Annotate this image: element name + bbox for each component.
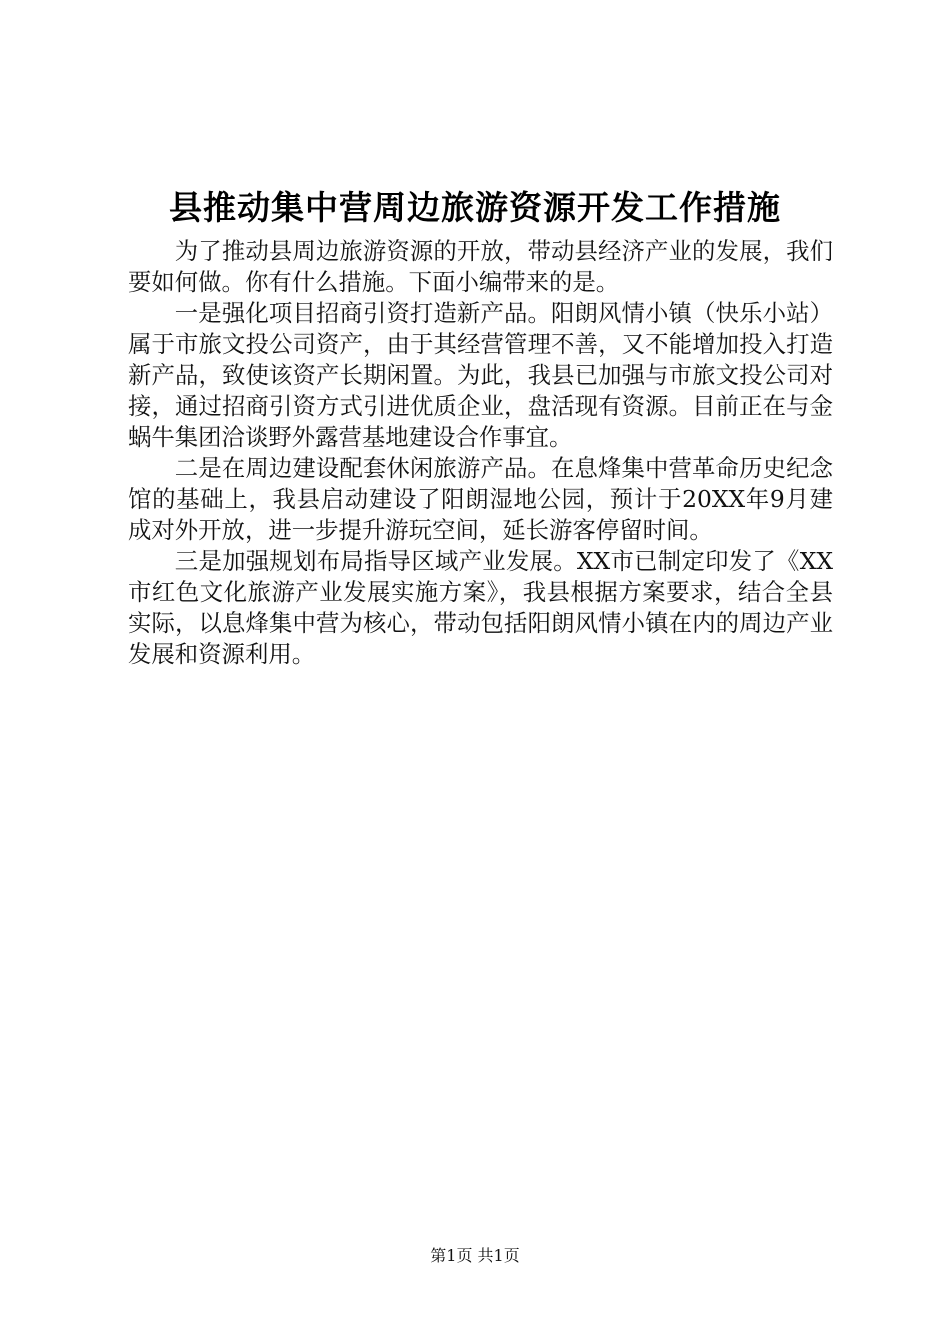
page-footer: 第1页 共1页 <box>430 1246 520 1265</box>
paragraph-measure-1: 一是强化项目招商引资打造新产品。阳朗风情小镇（快乐小站）属于市旅文投公司资产，由于其经营管理不善，又不能增加投入打造新产品，致使该资产长期闲置。为此，我县已加强与市旅文投公司对接，通过招商引资方式引进优质企业，盘活现有资源。目前正在与金蜗牛集团洽谈野外露营基地建设合作事宜。 <box>128 299 833 451</box>
document-title: 县推动集中营周边旅游资源开发工作措施 <box>169 188 781 227</box>
paragraph-measure-3: 三是加强规划布局指导区域产业发展。XX市已制定印发了《XX市红色文化旅游产业发展实施方案》，我县根据方案要求，结合全县实际，以息烽集中营为核心，带动包括阳朗风情小镇在内的周边产业发展和资源利用。 <box>128 547 833 668</box>
document-body <box>128 236 833 670</box>
paragraph-measure-2: 二是在周边建设配套休闲旅游产品。在息烽集中营革命历史纪念馆的基础上，我县启动建设了阳朗湿地公园，预计于20XX年9月建成对外开放，进一步提升游玩空间，延长游客停留时间。 <box>128 454 833 544</box>
paragraph-intro: 为了推动县周边旅游资源的开放，带动县经济产业的发展，我们要如何做。你有什么措施。下面小编带来的是。 <box>128 237 833 296</box>
